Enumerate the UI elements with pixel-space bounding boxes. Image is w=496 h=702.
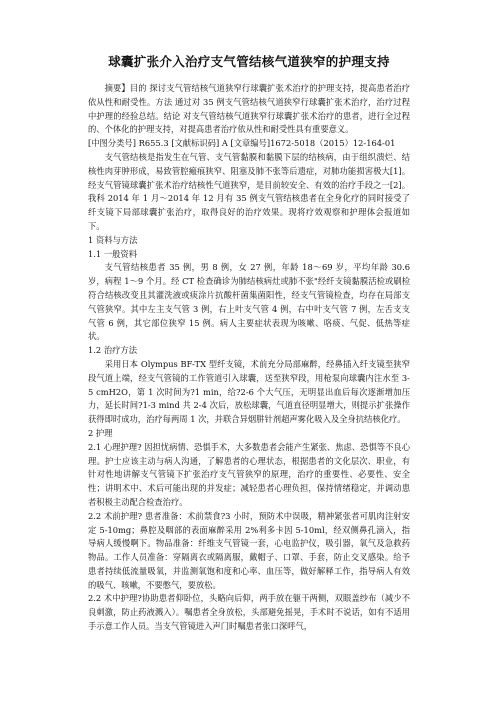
- intraoperative-care-paragraph: 2.2 术中护理?协助患者仰卧位，头略向后仰，两手放在躯干两侧，双眼盖纱布（减少不良刺激，防止药液溅入）。嘱患者全身放松，头部避免摇晃，手术时不说话，如有不适用手示意工作人员。当支气管镜进入声门时嘱患者张口深呼气，: [88, 593, 410, 632]
- classification-line: [中图分类号] R655.3 [文献标识码] A [文章编号]1672-5018（2015）12-164-01: [88, 138, 396, 149]
- subsection-heading-1-1: 1.1 一般资料: [88, 248, 138, 259]
- preoperative-care-paragraph: 2.2 术前护理? 患者准备：术前禁食?3 小时，预防术中误吸，精神紧张者可肌肉注射安定 5-10mg；鼻腔及咽部的表面麻醉采用 2%利多卡因 5-10ml，经双侧鼻孔滴入，指导病人缓慢啊下。物品准备：纤维支气管镜一套，心电监护仪，吸引器，氧气及急救药物品。工作人员准备：穿隔离衣或隔离服，戴帽子、口罩、手套，防止交叉感染。给予患者持续低流量吸氧，并监测氧饱和度和心率、血压等，做好解释工作，指导病人有效的吸气、咳嗽，不要憋气，要放松。: [88, 510, 410, 590]
- intro-paragraph: 支气管结核是指发生在气管、支气管黏膜和黏膜下层的结核病，由于组织溃烂、结核性肉芽肿形成，易致管腔瘢痕狭窄、阻塞及肺不张等后遗症，对肺功能损害极大[1]。经支气管镜球囊扩张术治疗结核性气道狭窄，是目前较安全、有效的治疗手段之一[2]。我科 2014 年 1 月～2014 年 12 月有 35 例支气管结核患者在全身化疗的同时接受了纤支镜下局部球囊扩张治疗，取得良好的治疗效果。现将疗效观察和护理体会报道如下。: [88, 151, 410, 231]
- general-data-paragraph: 支气管结核患者 35 例，男 8 例，女 27 例，年龄 18～69 岁，平均年龄 30.6 岁，病程 1～9 个月。经 CT 检查确诊为肺结核病灶或肺不张"经纤支镜黏膜活检或刷检符合结核改变且其灌洗液或痰涂片抗酸杆菌集菌阳性，经支气管镜检查，均存在局部支气管狭窄。其中左主支气管 3 例，右上叶支气管 4 例，右中叶支气管 7 例，左舌支支气管 6 例，其它部位狭窄 15 例。病人主要症状表现为咳嗽、咯痰、气促、低热等症状。: [88, 262, 410, 342]
- subsection-heading-1-2: 1.2 治疗方法: [88, 345, 138, 356]
- abstract: 摘要】目的 探讨支气管结核气道狭窄行球囊扩张术治疗的护理支持，提高患者治疗依从性和耐受性。方法 通过对 35 例支气管结核气道狭窄行球囊扩张术治疗，治疗过程中护理的经验总结。结论 对支气管结核气道狭窄行球囊扩张术治疗的患者，进行全过程的、个体化的护理支持，对提高患者治疗依从性和耐受性具有重要意义。: [88, 83, 410, 135]
- section-heading-1: 1 资料与方法: [88, 234, 138, 245]
- treatment-method-paragraph: 采用日本 Olympus BF-TX 型纤支镜，术前充分局部麻醉，经鼻插入纤支镜至狭窄段气道上端，经支气管镜的工作管道引入球囊，送至狭窄段，用枪泵向球囊内注水至 3-5 cmH2O，第 1 次时间为?1 min，给?2-6 个大气压，无明显出血后每次逐渐增加压力，延长时间?1-3 mind 共 2-4 次后，放松球囊，气道直径明显增大，则提示扩张操作获得即时成功，治疗每两周 1 次，并联合异烟肼针剂超声雾化吸入及全身抗结核化疗。: [88, 358, 410, 425]
- paper-title: 球囊扩张介入治疗支气管结核气道狭窄的护理支持: [108, 54, 390, 69]
- section-heading-2: 2 护理: [88, 427, 113, 438]
- psychological-care-paragraph: 2.1 心理护理? 因担忧病情、恐惧手术，大多数患者会能产生紧张、焦虑、恐惧等不良心理。护士应该主动与病人沟通，了解患者的心理状态，根据患者的文化层次、职业，有针对性地讲解支气管镜下扩张治疗支气管狭窄的原理，治疗的重要性、必要性、安全性；讲明术中、术后可能出现的并发症；减轻患者心理负担，保持情绪稳定，并调动患者积极主动配合检查治疗。: [88, 441, 410, 507]
